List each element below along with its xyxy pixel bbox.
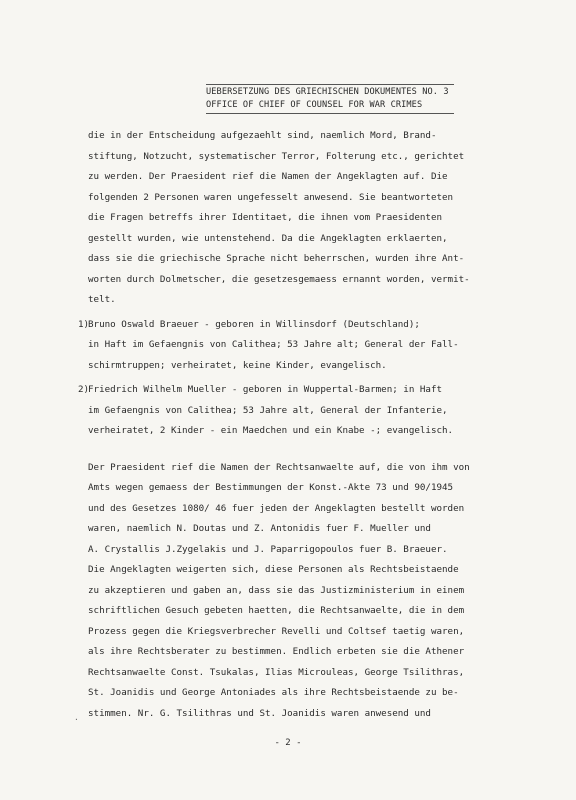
text-line: Der Praesident rief die Namen der Rechtsanwaelte auf, die von ihm von: [88, 461, 470, 473]
text-line: A. Crystallis J.Zygelakis und J. Paparrigopoulos fuer B. Braeuer.: [88, 543, 448, 555]
document-body: [78, 126, 548, 724]
text-line: zu akzeptieren und gaben an, dass sie das Justizministerium in einem: [88, 584, 465, 596]
text-line: dass sie die griechische Sprache nicht beherrschen, wurden ihre Ant-: [88, 253, 465, 264]
defendant-entry-1: [78, 315, 548, 377]
text-line: als ihre Rechtsberater zu bestimmen. Endlich erbeten sie die Athener: [88, 646, 465, 657]
header-title: UEBERSETZUNG DES GRIECHISCHEN DOKUMENTES NO. 3: [206, 84, 454, 99]
text-line: stiftung, Notzucht, systematischer Terror, Folterung etc., gerichtet: [88, 150, 465, 162]
text-line: St. Joanidis und George Antoniades als ihre Rechtsbeistaende zu be-: [88, 687, 459, 698]
text-line: schriftlichen Gesuch gebeten haetten, die Rechtsanwaelte, die in dem: [88, 605, 465, 616]
paragraph-lawyers: [88, 458, 548, 725]
text-line: die Fragen betreffs ihrer Identitaet, die ihnen vom Praesidenten: [88, 212, 443, 223]
header-office: OFFICE OF CHIEF OF COUNSEL FOR WAR CRIMES: [206, 99, 454, 114]
text-line: verheiratet, 2 Kinder - ein Maedchen und ein Knabe -; evangelisch.: [88, 425, 454, 436]
text-line: Prozess gegen die Kriegsverbrecher Revelli und Coltsef taetig waren,: [88, 625, 465, 637]
text-line: gestellt wurden, wie untenstehend. Da die Angeklagten erklaerten,: [88, 232, 448, 244]
text-line: Rechtsanwaelte Const. Tsukalas, Ilias Microuleas, George Tsilithras,: [88, 666, 465, 678]
text-line: schirmtruppen; verheiratet, keine Kinder, evangelisch.: [88, 359, 387, 371]
text-line: Friedrich Wilhelm Mueller - geboren in Wuppertal-Barmen; in Haft: [88, 384, 443, 395]
paragraph-intro: [88, 126, 548, 311]
page-number: - 2 -: [274, 738, 302, 748]
list-number: 1): [78, 318, 90, 330]
text-line: folgenden 2 Personen waren ungefesselt anwesend. Sie beantworteten: [88, 191, 454, 203]
text-line: und des Gesetzes 1080/ 46 fuer jeden der Angeklagten bestellt worden: [88, 502, 465, 514]
text-line: worten durch Dolmetscher, die gesetzesgemaess ernannt worden, vermit-: [88, 273, 470, 285]
defendant-entry-2: [78, 380, 548, 442]
text-line: zu werden. Der Praesident rief die Namen der Angeklagten auf. Die: [88, 171, 448, 182]
text-line: Amts wegen gemaess der Bestimmungen der Konst.-Akte 73 und 90/1945: [88, 482, 454, 493]
text-line: stimmen. Nr. G. Tsilithras und St. Joanidis waren anwesend und: [88, 707, 431, 719]
margin-mark-icon: ·: [74, 715, 79, 724]
text-line: im Gefaengnis von Calithea; 53 Jahre alt, General der Infanterie,: [88, 404, 448, 416]
text-line: Die Angeklagten weigerten sich, diese Personen als Rechtsbeistaende: [88, 564, 459, 575]
document-header: [206, 84, 454, 114]
text-line: Bruno Oswald Braeuer - geboren in Willinsdorf (Deutschland);: [88, 318, 420, 330]
list-number: 2): [78, 384, 90, 395]
text-line: die in der Entscheidung aufgezaehlt sind, naemlich Mord, Brand-: [88, 130, 437, 141]
text-line: in Haft im Gefaengnis von Calithea; 53 Jahre alt; General der Fall-: [88, 339, 459, 350]
text-line: telt.: [88, 294, 116, 305]
text-line: waren, naemlich N. Doutas und Z. Antonidis fuer F. Mueller und: [88, 523, 431, 534]
